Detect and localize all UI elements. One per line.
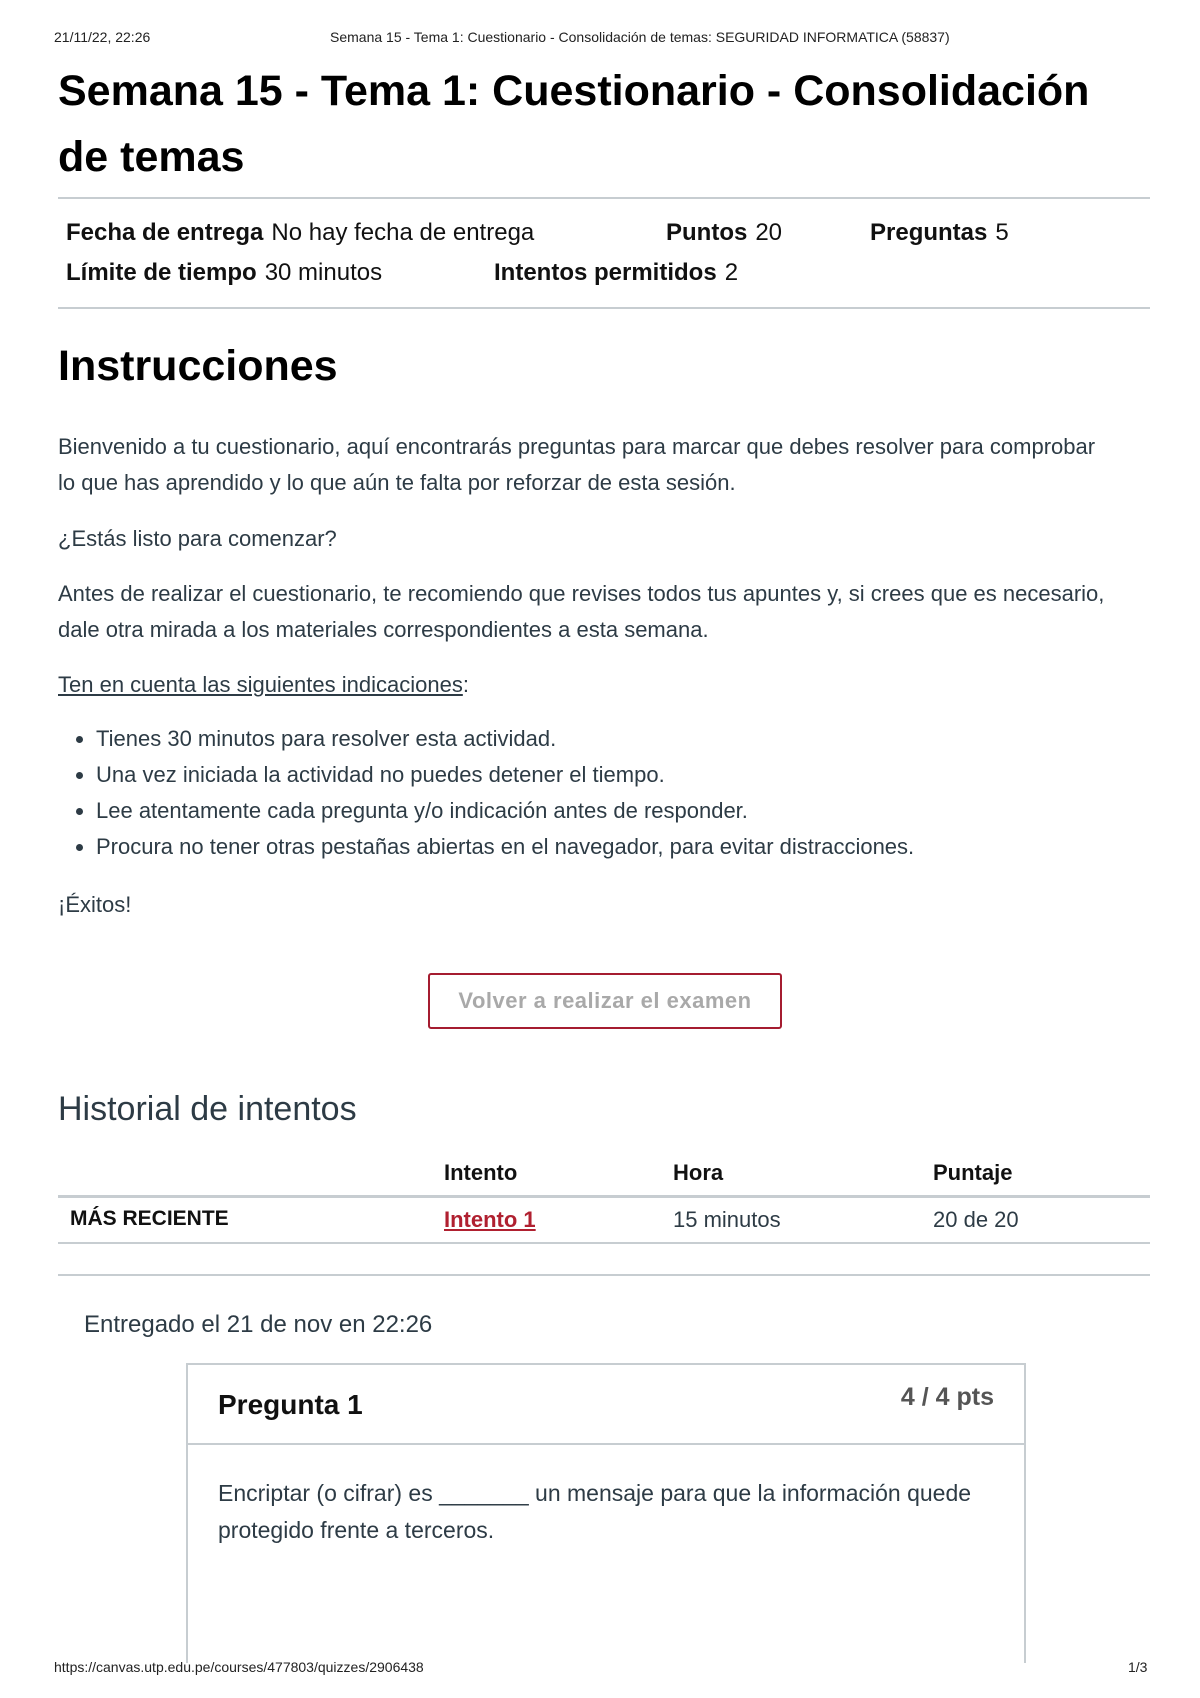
attempts-allowed-value: 2 bbox=[724, 259, 739, 286]
questions-value: 5 bbox=[995, 219, 1009, 246]
question-header bbox=[188, 1365, 1024, 1445]
points-value: 20 bbox=[755, 219, 783, 246]
notes-heading-colon: : bbox=[462, 672, 469, 697]
due-date bbox=[66, 219, 534, 247]
print-page-number: 1/3 bbox=[1128, 1659, 1148, 1675]
time-limit-label: Límite de tiempo bbox=[66, 259, 257, 286]
print-url: https://canvas.utp.edu.pe/courses/477803/quizzes/2906438 bbox=[54, 1659, 424, 1675]
retake-quiz-button[interactable]: Volver a realizar el examen bbox=[428, 973, 782, 1029]
attempts-allowed-label: Intentos permitidos bbox=[494, 259, 717, 286]
time-limit bbox=[66, 259, 382, 287]
instructions-advice: Antes de realizar el cuestionario, te recomiendo que revises todos tus apuntes y, si crees que es necesario, dale otra mirada a los materiales correspondientes a esta semana. bbox=[58, 581, 1105, 642]
notes-heading bbox=[58, 667, 1108, 703]
divider bbox=[58, 197, 1150, 199]
instructions-question: ¿Estás listo para comenzar? bbox=[58, 526, 337, 551]
list-item: • Tienes 30 minutos para resolver esta actividad. bbox=[96, 721, 914, 757]
question-text: Encriptar (o cifrar) es _______ un mensaje para que la información quede protegido frente a terceros. bbox=[218, 1480, 972, 1543]
column-header-score: Puntaje bbox=[933, 1160, 1013, 1185]
row-label-most-recent: MÁS RECIENTE bbox=[70, 1207, 229, 1230]
due-date-value: No hay fecha de entrega bbox=[271, 219, 535, 246]
instructions-intro: Bienvenido a tu cuestionario, aquí encontrarás preguntas para marcar que debes resolver para comprobar lo que has aprendido y lo que aún te falta por reforzar de esta sesión. bbox=[58, 434, 1096, 495]
submitted-date: Entregado el 21 de nov en 22:26 bbox=[84, 1311, 433, 1338]
column-header-time: Hora bbox=[673, 1160, 724, 1185]
attempt-time: 15 minutos bbox=[673, 1207, 781, 1232]
instructions-closing: ¡Éxitos! bbox=[58, 892, 132, 917]
page-title: Semana 15 - Tema 1: Cuestionario - Consolidación de temas bbox=[58, 67, 1090, 181]
instructions-heading: Instrucciones bbox=[58, 342, 338, 390]
list-item: • Procura no tener otras pestañas abiertas en el navegador, para evitar distracciones. bbox=[96, 829, 914, 865]
question-points: 4 / 4 pts bbox=[900, 1383, 994, 1411]
notes-heading-text: Ten en cuenta las siguientes indicaciones bbox=[58, 672, 463, 697]
attempts-allowed bbox=[494, 259, 738, 287]
time-limit-value: 30 minutos bbox=[264, 259, 383, 286]
print-doc-title: Semana 15 - Tema 1: Cuestionario - Consolidación de temas: SEGURIDAD INFORMATICA (58837) bbox=[330, 29, 950, 45]
instructions-list bbox=[58, 721, 914, 865]
column-header-attempt: Intento bbox=[444, 1160, 518, 1185]
due-date-label: Fecha de entrega bbox=[66, 219, 264, 246]
question-card bbox=[186, 1363, 1026, 1663]
points-label: Puntos bbox=[666, 219, 748, 246]
list-item: • Lee atentamente cada pregunta y/o indicación antes de responder. bbox=[96, 793, 914, 829]
divider bbox=[58, 307, 1150, 309]
table-row-divider bbox=[58, 1242, 1150, 1244]
attempt-1-link[interactable]: Intento 1 bbox=[444, 1207, 536, 1232]
points bbox=[666, 219, 782, 247]
list-item: • Una vez iniciada la actividad no puedes detener el tiempo. bbox=[96, 757, 914, 793]
table-header-divider bbox=[58, 1195, 1150, 1198]
history-heading: Historial de intentos bbox=[58, 1090, 357, 1128]
questions-label: Preguntas bbox=[870, 219, 988, 246]
question-title: Pregunta 1 bbox=[218, 1389, 363, 1420]
divider bbox=[58, 1274, 1150, 1276]
attempt-score: 20 de 20 bbox=[933, 1207, 1019, 1232]
questions bbox=[870, 219, 1009, 247]
print-datetime: 21/11/22, 22:26 bbox=[54, 29, 151, 45]
